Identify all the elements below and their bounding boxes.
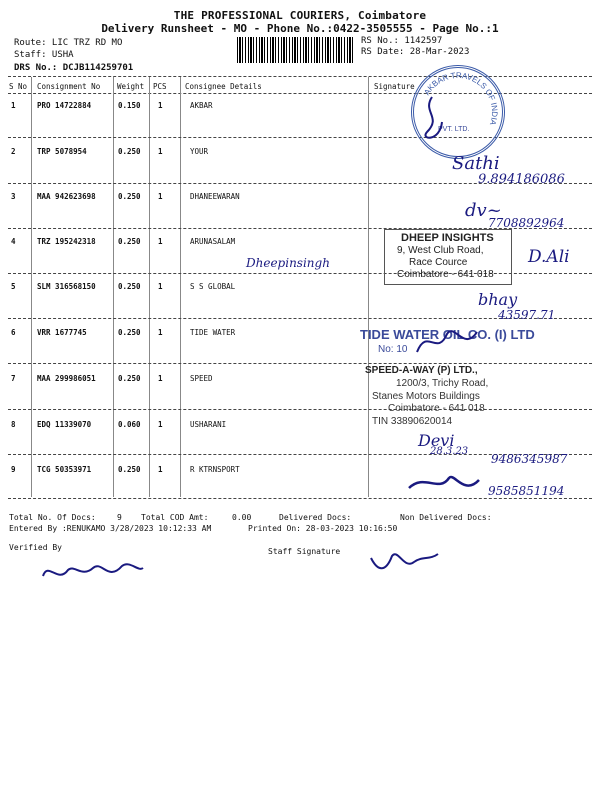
cell-consignment-no: SLM 316568150: [37, 282, 96, 291]
cell-sno: 1: [11, 101, 16, 110]
cell-sno: 4: [11, 237, 16, 246]
dheep-stamp: [384, 229, 512, 285]
cell-weight: 0.150: [118, 101, 141, 110]
cell-consignee: R KTRNSPORT: [190, 465, 240, 474]
non-delivered-docs-label: Non Delivered Docs:: [400, 513, 492, 522]
cell-consignment-no: VRR 1677745: [37, 328, 87, 337]
cell-sno: 7: [11, 374, 16, 383]
speed-stamp-address3: Coimbatore - 641 018: [388, 403, 485, 414]
col-divider: [113, 77, 114, 497]
cell-consignment-no: EDQ 11339070: [37, 420, 92, 429]
table-top-rule: [8, 76, 592, 77]
route-label: Route: LIC TRZ RD MO: [14, 38, 123, 48]
row3-handwritten-number: 7708892964: [488, 216, 565, 230]
cell-weight: 0.250: [118, 237, 141, 246]
tide-water-stamp-line2: No: 10: [378, 344, 408, 355]
cell-pcs: 1: [158, 328, 163, 337]
row1-signature-scribble: [412, 92, 452, 147]
cell-pcs: 1: [158, 282, 163, 291]
col-divider: [31, 77, 32, 497]
speed-stamp-tin: TIN 33890620014: [372, 416, 453, 427]
row2-handwritten-name: Sathi: [452, 153, 500, 174]
row8-handwritten-sig: Devi: [418, 431, 455, 450]
row-rule: [8, 363, 592, 364]
cell-consignment-no: PRO 14722884: [37, 101, 92, 110]
cell-consignment-no: TCG 50353971: [37, 465, 92, 474]
cell-pcs: 1: [158, 237, 163, 246]
speed-stamp-address1: 1200/3, Trichy Road,: [396, 378, 489, 389]
cell-consignment-no: MAA 299986051: [37, 374, 96, 383]
cell-weight: 0.060: [118, 420, 141, 429]
cell-consignee: AKBAR: [190, 101, 213, 110]
cell-consignee: S S GLOBAL: [190, 282, 236, 291]
stamp-ring-top: AKBAR TRAVELS OF INDIA: [422, 70, 500, 127]
row8-handwritten-date: 28.3.23: [430, 446, 469, 457]
cell-weight: 0.250: [118, 282, 141, 291]
total-cod-value: 0.00: [232, 513, 252, 522]
rs-number: RS No.: 1142597: [361, 36, 443, 46]
dheep-address3: Coimbatore - 641 018: [397, 269, 494, 280]
cell-weight: 0.250: [118, 328, 141, 337]
cell-pcs: 1: [158, 101, 163, 110]
cell-consignee: ARUNASALAM: [190, 237, 236, 246]
cell-consignment-no: TRP 5078954: [37, 147, 87, 156]
col-divider: [368, 77, 369, 497]
header-rule: [8, 93, 592, 94]
cell-sno: 9: [11, 465, 16, 474]
row4-handwritten-sig: D.Ali: [528, 247, 570, 267]
cell-sno: 6: [11, 328, 16, 337]
company-title: THE PROFESSIONAL COURIERS, Coimbatore: [173, 9, 427, 22]
cell-sno: 5: [11, 282, 16, 291]
cell-sno: 3: [11, 192, 16, 201]
row-rule: [8, 409, 592, 410]
col-header-consignment: Consignment No: [37, 82, 101, 91]
verifier-signature-scribble: [38, 556, 148, 588]
rs-date: RS Date: 28-Mar-2023: [361, 47, 470, 57]
cell-consignee: YOUR: [190, 147, 209, 156]
total-cod-label: Total COD Amt:: [141, 513, 209, 522]
stamp-ring-bottom: PVT. LTD.: [438, 126, 470, 133]
verified-by-label: Verified By: [9, 543, 62, 552]
barcode-image: [237, 37, 354, 63]
tide-water-stamp: TIDE WATER OIL CO. (I) LTD: [360, 327, 535, 342]
cell-weight: 0.250: [118, 192, 141, 201]
delivered-docs-label: Delivered Docs:: [279, 513, 352, 522]
col-header-consignee: Consignee Details: [185, 82, 262, 91]
total-docs-value: 9: [117, 513, 122, 522]
cell-pcs: 1: [158, 465, 163, 474]
row6-signature-scribble: [412, 322, 482, 360]
staff-label: Staff: USHA: [14, 50, 74, 60]
row9-handwritten-phone: 9585851194: [488, 484, 565, 498]
row2-handwritten-number: 9.894186086: [478, 172, 565, 187]
staff-signature-scribble: [366, 550, 442, 574]
entered-by: Entered By :RENUKAMO 3/28/2023 10:12:33 AM: [9, 524, 212, 533]
cell-consignee: DHANEEWARAN: [190, 192, 240, 201]
cell-pcs: 1: [158, 374, 163, 383]
row5-handwritten-number: 43597.71: [498, 308, 556, 322]
speed-stamp-address2: Stanes Motors Buildings: [372, 391, 480, 402]
col-header-sno: S No: [9, 82, 28, 91]
cell-sno: 8: [11, 420, 16, 429]
cell-weight: 0.250: [118, 465, 141, 474]
dheep-name: DHEEP INSIGHTS: [401, 232, 494, 244]
dheep-address1: 9, West Club Road,: [397, 245, 484, 256]
cell-consignee: USHARANI: [190, 420, 227, 429]
row4-handwritten-name: Dheepinsingh: [246, 256, 330, 270]
cell-pcs: 1: [158, 147, 163, 156]
speed-stamp-name: SPEED-A-WAY (P) LTD.,: [365, 365, 478, 376]
cell-consignee: SPEED: [190, 374, 213, 383]
cell-consignment-no: MAA 942623698: [37, 192, 96, 201]
col-header-pcs: PCS: [153, 82, 167, 91]
runsheet-subtitle: Delivery Runsheet - MO - Phone No.:0422-3505555 - Page No.:1: [101, 22, 499, 35]
cell-sno: 2: [11, 147, 16, 156]
col-header-weight: Weight: [117, 82, 145, 91]
staff-signature-label: Staff Signature: [268, 547, 341, 556]
cell-pcs: 1: [158, 420, 163, 429]
row-rule: [8, 137, 592, 138]
row3-handwritten-sig: dv~: [465, 200, 502, 221]
row9-signature-scribble: [404, 468, 484, 498]
table-bottom-rule: [8, 498, 592, 499]
printed-on: Printed On: 28-03-2023 10:16:50: [248, 524, 398, 533]
total-docs-label: Total No. Of Docs:: [9, 513, 96, 522]
col-divider: [149, 77, 150, 497]
cell-weight: 0.250: [118, 374, 141, 383]
drs-number: DRS No.: DCJB114259701: [14, 63, 134, 73]
col-header-signature: Signature: [374, 82, 415, 91]
col-divider: [180, 77, 181, 497]
cell-weight: 0.250: [118, 147, 141, 156]
dheep-address2: Race Cource: [409, 257, 468, 268]
row8-handwritten-phone: 9486345987: [491, 452, 568, 466]
cell-pcs: 1: [158, 192, 163, 201]
row5-handwritten-sig: bhay: [478, 290, 518, 309]
cell-consignment-no: TRZ 195242318: [37, 237, 96, 246]
cell-consignee: TIDE WATER: [190, 328, 236, 337]
